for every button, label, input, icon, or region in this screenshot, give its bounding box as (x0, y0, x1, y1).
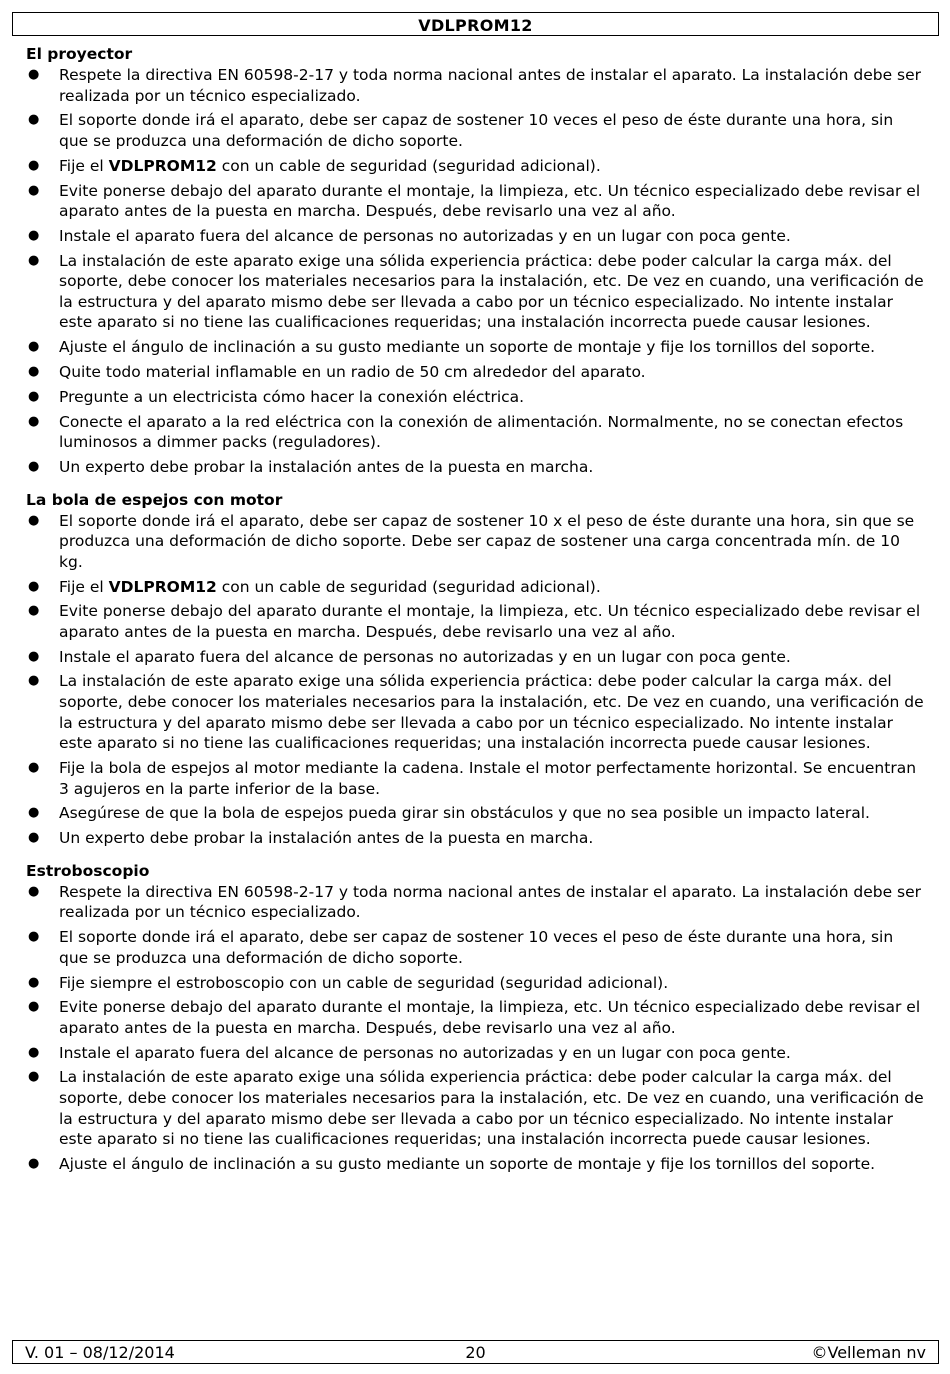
bullet-icon: ● (28, 512, 40, 528)
list-item (26, 828, 926, 849)
list-item (26, 647, 926, 668)
item-text: Instale el aparato fuera del alcance de personas no autorizadas y en un lugar con poca gente. (59, 226, 791, 245)
item-text: Un experto debe probar la instalación antes de la puesta en marcha. (59, 829, 594, 848)
item-text: Un experto debe probar la instalación antes de la puesta en marcha. (59, 457, 594, 476)
bullet-icon: ● (28, 673, 40, 689)
list-item (26, 1067, 926, 1149)
page-footer (12, 1340, 939, 1364)
item-text: Instale el aparato fuera del alcance de personas no autorizadas y en un lugar con poca gente. (59, 1043, 791, 1062)
item-text: El soporte donde irá el aparato, debe ser capaz de sostener 10 veces el peso de éste durante una hora, sin que se produzca una deformación de dicho soporte. (59, 111, 894, 150)
bullet-icon: ● (28, 112, 40, 128)
bullet-icon: ● (28, 67, 40, 82)
product-code: VDLPROM12 (108, 577, 217, 596)
item-text: con un cable de seguridad (seguridad adicional). (216, 577, 601, 596)
item-text: Fije el (59, 577, 109, 596)
list-item (26, 337, 926, 358)
list-item (26, 927, 926, 968)
bullet-icon: ● (28, 578, 40, 594)
list-item (26, 362, 926, 383)
item-text: La instalación de este aparato exige una sólida experiencia práctica: debe poder calcular la carga máx. del soporte, debe conocer los materiales necesarios para la instalación, etc. De vez en cuando, una verificación de la estructura y del aparato mismo debe ser llevada a cabo por un técnico especializado. No intente instalar este aparato si no tiene las cualificaciones requeridas; una instalación incorrecta puede causar lesiones. (59, 251, 924, 332)
list-item (26, 412, 926, 453)
item-text: La instalación de este aparato exige una sólida experiencia práctica: debe poder calcular la carga máx. del soporte, debe conocer los materiales necesarios para la instalación, etc. De vez en cuando, una verificación de la estructura y del aparato mismo debe ser llevada a cabo por un técnico especializado. No intente instalar este aparato si no tiene las cualificaciones requeridas; una instalación incorrecta puede causar lesiones. (59, 1068, 924, 1149)
item-text: Instale el aparato fuera del alcance de personas no autorizadas y en un lugar con poca gente. (59, 647, 791, 666)
section-title: La bola de espejos con motor (26, 490, 283, 509)
list-item (26, 671, 926, 753)
item-text: Respete la directiva EN 60598-2-17 y toda norma nacional antes de instalar el aparato. La instalación debe ser realizada por un técnico especializado. (59, 66, 922, 105)
item-text: Evite ponerse debajo del aparato durante el montaje, la limpieza, etc. Un técnico especializado debe revisar el aparato antes de la puesta en marcha. Después, debe revisarlo una vez al año. (59, 602, 921, 641)
list-item (26, 601, 926, 642)
bullet-list (26, 882, 926, 1175)
list-item (26, 226, 926, 247)
page-header (12, 12, 939, 36)
bullet-icon: ● (28, 364, 40, 380)
bullet-icon: ● (28, 157, 40, 173)
footer-version: V. 01 – 08/12/2014 (25, 1343, 175, 1362)
item-text: Fije el (59, 156, 109, 175)
item-text: Ajuste el ángulo de inclinación a su gusto mediante un soporte de montaje y fije los tornillos del soporte. (59, 1155, 876, 1174)
document-title: VDLPROM12 (418, 16, 533, 35)
list-item (26, 387, 926, 408)
list-item (26, 577, 926, 598)
item-text: Conecte el aparato a la red eléctrica con la conexión de alimentación. Normalmente, no se conectan efectos luminosos a dimmer packs (reguladores). (59, 412, 904, 452)
list-item (26, 973, 926, 994)
list-item (26, 181, 926, 222)
bullet-list (26, 511, 926, 849)
item-text: El soporte donde irá el aparato, debe ser capaz de sostener 10 veces el peso de éste durante una hora, sin que se produzca una deformación de dicho soporte. (59, 928, 894, 967)
item-text: Evite ponerse debajo del aparato durante el montaje, la limpieza, etc. Un técnico especializado debe revisar el aparato antes de la puesta en marcha. Después, debe revisarlo una vez al año. (59, 181, 921, 221)
list-item (26, 758, 926, 799)
bullet-icon: ● (28, 760, 40, 776)
item-text: Ajuste el ángulo de inclinación a su gusto mediante un soporte de montaje y fije los tornillos del soporte. (59, 338, 876, 357)
bullet-icon: ● (28, 388, 40, 404)
item-text: Respete la directiva EN 60598-2-17 y toda norma nacional antes de instalar el aparato. La instalación debe ser realizada por un técnico especializado. (59, 882, 922, 922)
bullet-icon: ● (28, 603, 40, 619)
item-text: Fije la bola de espejos al motor mediante la cadena. Instale el motor perfectamente horizontal. Se encuentran 3 agujeros en la parte inferior de la base. (59, 759, 917, 798)
bullet-icon: ● (28, 883, 40, 899)
page-number: 20 (465, 1343, 486, 1362)
bullet-icon: ● (28, 458, 40, 474)
list-item (26, 251, 926, 333)
item-text: Quite todo material inflamable en un radio de 50 cm alrededor del aparato. (59, 363, 646, 382)
bullet-icon: ● (28, 1069, 40, 1085)
bullet-icon: ● (28, 648, 40, 664)
item-text: El soporte donde irá el aparato, debe ser capaz de sostener 10 x el peso de éste durante una hora, sin que se produzca una deformación de dicho soporte. Debe ser capaz de sostener una carga concentrada mín. de 10 kg. (59, 511, 915, 571)
bullet-icon: ● (28, 999, 40, 1015)
list-item (26, 997, 926, 1038)
bullet-icon: ● (28, 830, 40, 846)
bullet-icon: ● (28, 1044, 40, 1060)
document-body (26, 44, 926, 1187)
list-item (26, 156, 926, 177)
list-item (26, 110, 926, 151)
item-text: Fije siempre el estroboscopio con un cable de seguridad (seguridad adicional). (59, 973, 669, 992)
list-item (26, 1043, 926, 1064)
bullet-icon: ● (28, 252, 40, 268)
list-item (26, 803, 926, 824)
product-code: VDLPROM12 (108, 156, 217, 175)
bullet-icon: ● (28, 805, 40, 821)
list-item (26, 1154, 926, 1175)
section (26, 861, 926, 1175)
bullet-icon: ● (28, 227, 40, 243)
list-item (26, 511, 926, 573)
footer-copyright: ©Velleman nv (811, 1343, 926, 1362)
bullet-icon: ● (28, 182, 40, 198)
item-text: Pregunte a un electricista cómo hacer la conexión eléctrica. (59, 387, 525, 406)
bullet-list (26, 65, 926, 478)
list-item (26, 65, 926, 106)
section (26, 44, 926, 478)
bullet-icon: ● (28, 1156, 40, 1172)
list-item (26, 882, 926, 923)
section (26, 490, 926, 849)
bullet-icon: ● (28, 413, 40, 429)
list-item (26, 457, 926, 478)
bullet-icon: ● (28, 929, 40, 945)
section-title: Estroboscopio (26, 861, 150, 880)
item-text: La instalación de este aparato exige una sólida experiencia práctica: debe poder calcular la carga máx. del soporte, debe conocer los materiales necesarios para la instalación, etc. De vez en cuando, una verificación de la estructura y del aparato mismo debe ser llevada a cabo por un técnico especializado. No intente instalar este aparato si no tiene las cualificaciones requeridas; una instalación incorrecta puede causar lesiones. (59, 672, 924, 753)
bullet-icon: ● (28, 339, 40, 355)
item-text: con un cable de seguridad (seguridad adicional). (216, 156, 601, 175)
bullet-icon: ● (28, 974, 40, 990)
section-title: El proyector (26, 45, 133, 63)
item-text: Evite ponerse debajo del aparato durante el montaje, la limpieza, etc. Un técnico especializado debe revisar el aparato antes de la puesta en marcha. Después, debe revisarlo una vez al año. (59, 998, 921, 1037)
item-text: Asegúrese de que la bola de espejos pueda girar sin obstáculos y que no sea posible un impacto lateral. (59, 804, 870, 823)
